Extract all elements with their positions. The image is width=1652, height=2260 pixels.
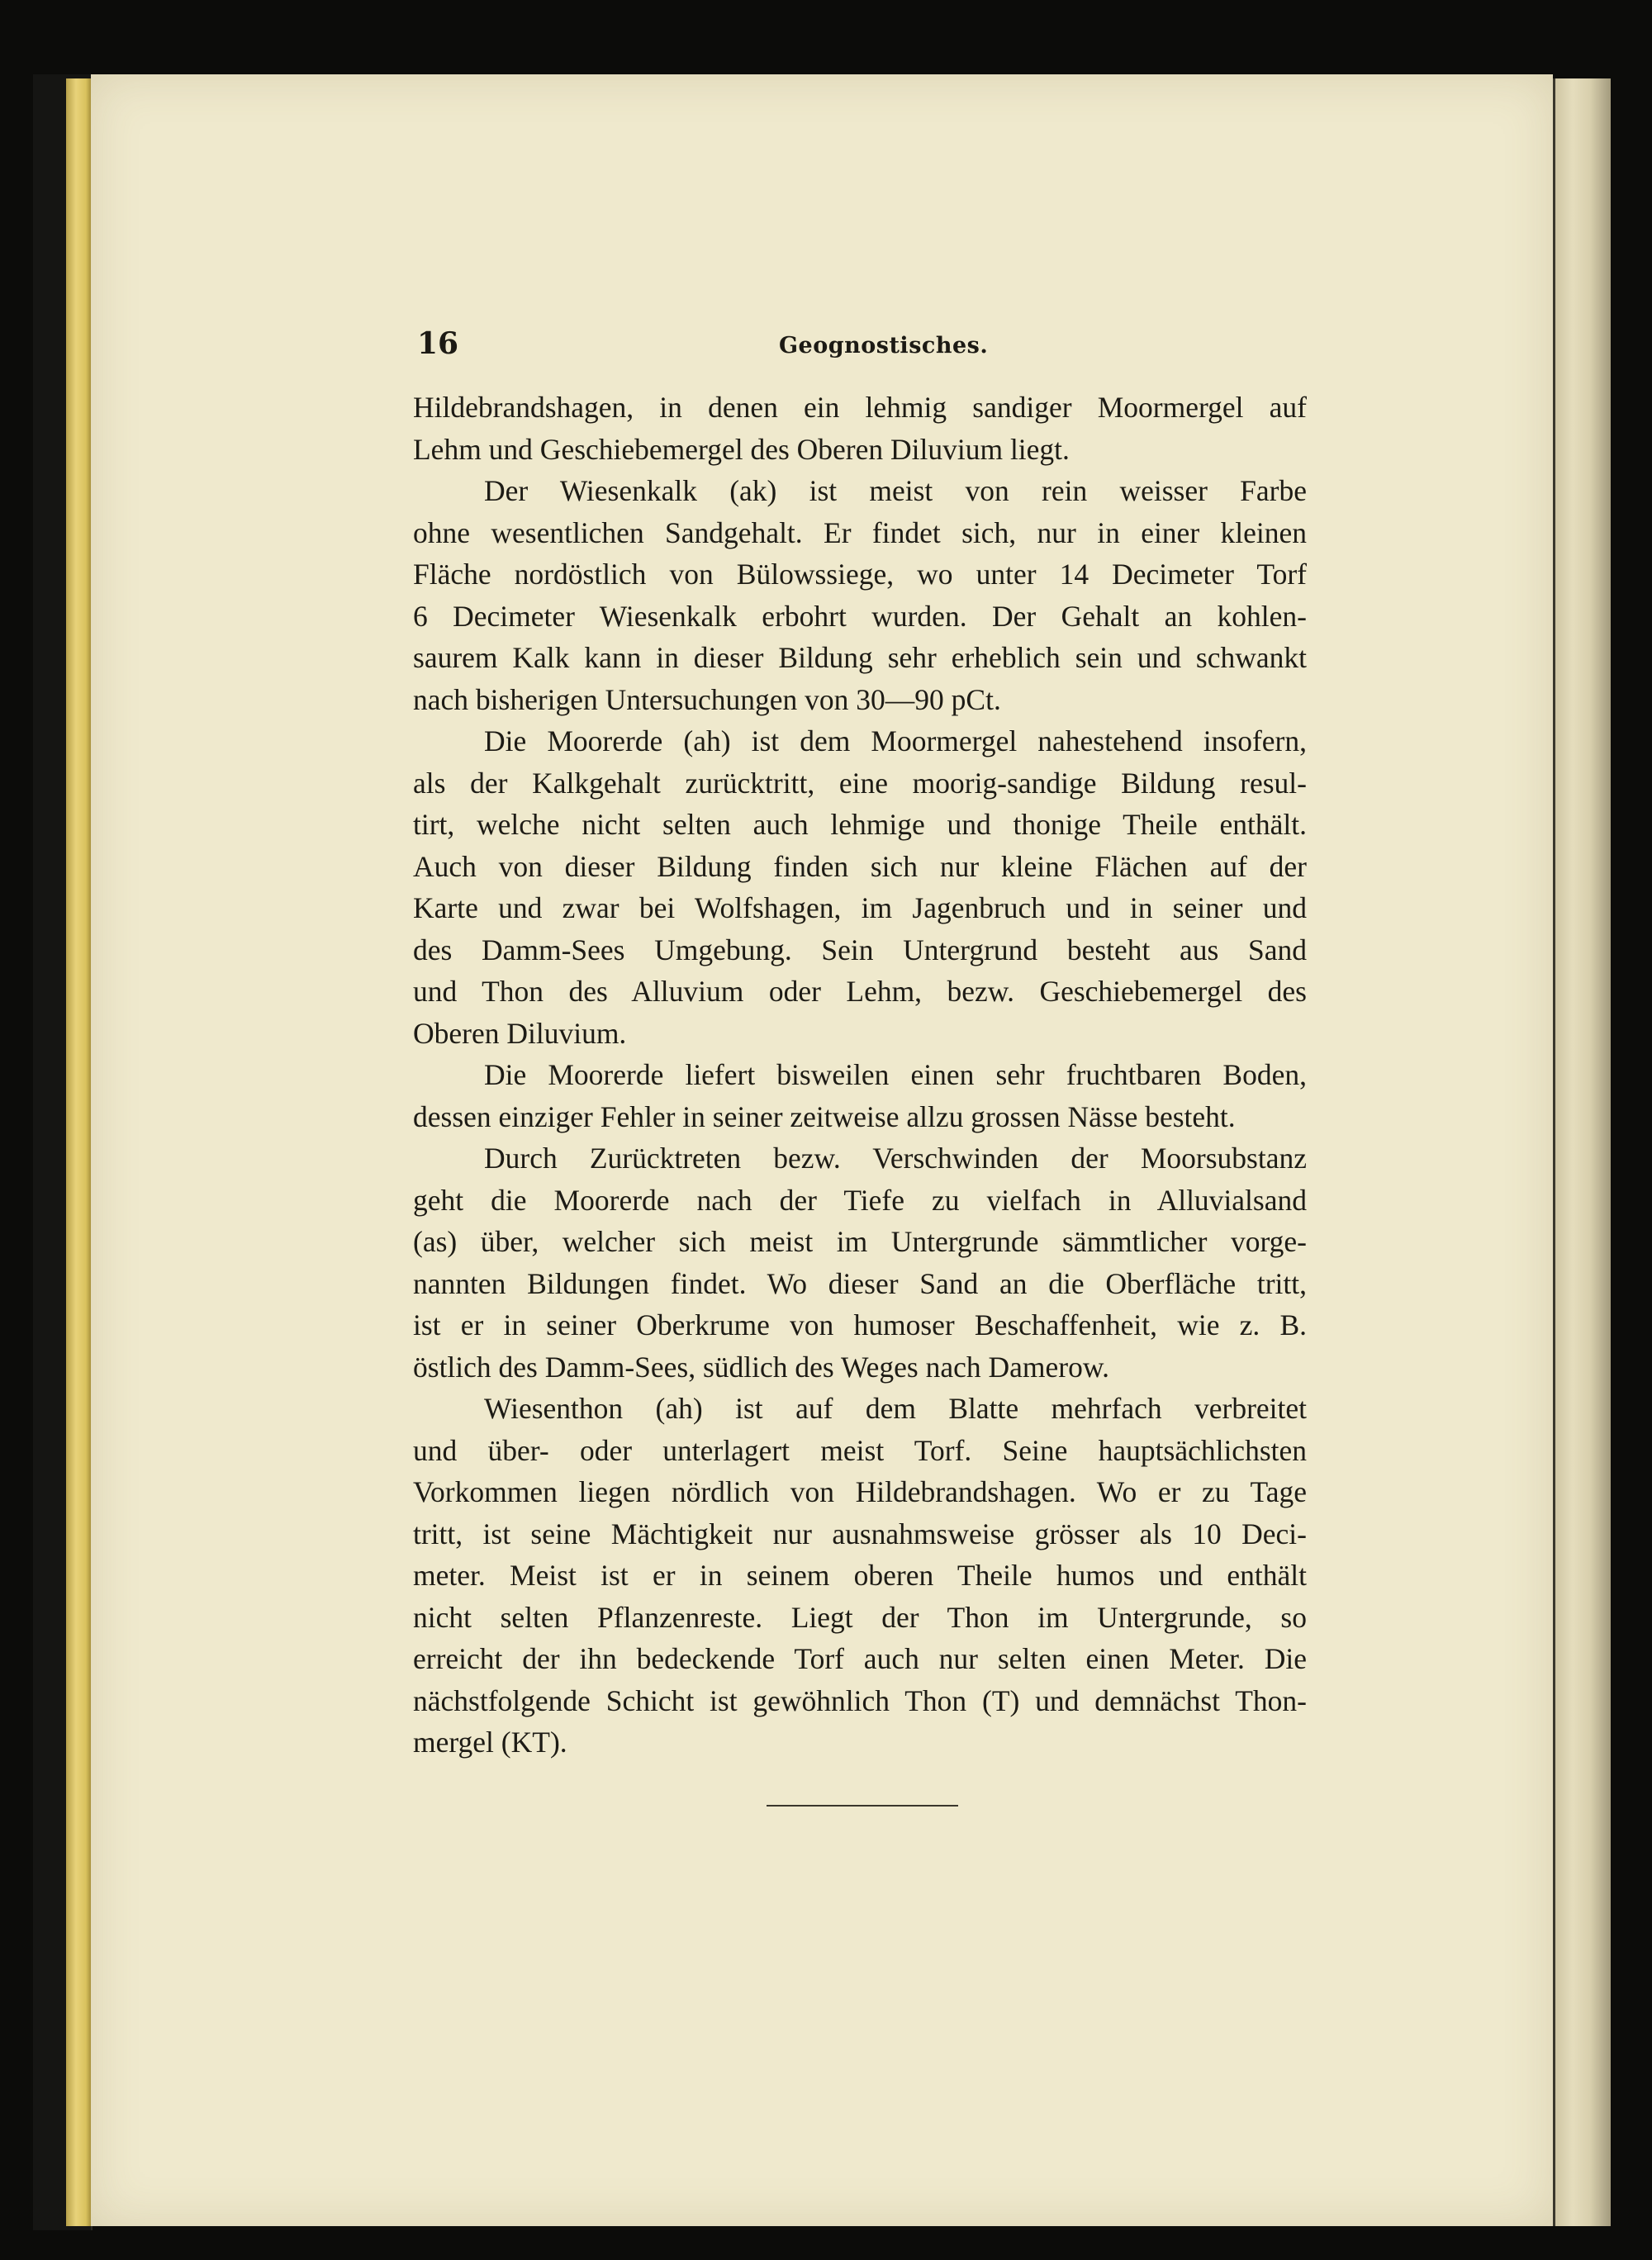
text-line: (as) über, welcher sich meist im Untergrunde sämmtlicher vorge- bbox=[413, 1225, 1307, 1258]
text-line: erreicht der ihn bedeckende Torf auch nur selten einen Meter. Die bbox=[413, 1642, 1307, 1675]
page-header bbox=[417, 326, 1305, 368]
text-line: Oberen Diluvium. bbox=[413, 1016, 627, 1050]
text-line: tritt, ist seine Mächtigkeit nur ausnahmsweise grösser als 10 Deci- bbox=[413, 1517, 1307, 1550]
text-line: Karte und zwar bei Wolfshagen, im Jagenbruch und in seiner und bbox=[413, 891, 1307, 924]
background-shadow bbox=[1611, 50, 1652, 2260]
gilt-page-edge bbox=[66, 78, 91, 2226]
text-line: als der Kalkgehalt zurücktritt, eine moorig-sandige Bildung resul- bbox=[413, 766, 1307, 800]
text-line: nannten Bildungen findet. Wo dieser Sand an die Oberfläche tritt, bbox=[413, 1266, 1307, 1300]
text-line: Hildebrandshagen, in denen ein lehmig sandiger Moormergel auf bbox=[413, 391, 1307, 424]
text-line: saurem Kalk kann in dieser Bildung sehr erheblich sein und schwankt bbox=[413, 641, 1307, 674]
text-line: Durch Zurücktreten bezw. Verschwinden der Moorsubstanz bbox=[484, 1142, 1307, 1175]
text-line: tirt, welche nicht selten auch lehmige und thonige Theile enthält. bbox=[413, 808, 1307, 841]
text-line: Vorkommen liegen nördlich von Hildebrandshagen. Wo er zu Tage bbox=[413, 1475, 1307, 1508]
text-line: Die Moorerde (ah) ist dem Moormergel nahestehend insofern, bbox=[484, 724, 1307, 757]
text-line: nicht selten Pflanzenreste. Liegt der Thon im Untergrunde, so bbox=[413, 1600, 1307, 1634]
section-rule bbox=[767, 1805, 958, 1807]
text-line: meter. Meist ist er in seinem oberen Theile humos und enthält bbox=[413, 1559, 1307, 1592]
running-head: Geognostisches. bbox=[779, 333, 989, 358]
text-line: und über- oder unterlagert meist Torf. Seine hauptsächlichsten bbox=[413, 1433, 1307, 1467]
body-text bbox=[413, 387, 1307, 1764]
page-number: 16 bbox=[417, 326, 459, 361]
text-line: und Thon des Alluvium oder Lehm, bezw. Geschiebemergel des bbox=[413, 975, 1307, 1008]
text-line: mergel (KT). bbox=[413, 1726, 567, 1759]
page-stack-edge bbox=[1553, 78, 1613, 2226]
text-line: östlich des Damm-Sees, südlich des Weges nach Damerow. bbox=[413, 1350, 1110, 1384]
text-line: nächstfolgende Schicht ist gewöhnlich Thon (T) und demnächst Thon- bbox=[413, 1683, 1307, 1717]
text-line: ohne wesentlichen Sandgehalt. Er findet sich, nur in einer kleinen bbox=[413, 515, 1307, 549]
text-line: ist er in seiner Oberkrume von humoser Beschaffenheit, wie z. B. bbox=[413, 1308, 1307, 1341]
text-line: nach bisherigen Untersuchungen von 30—90 pCt. bbox=[413, 682, 1001, 716]
text-line: geht die Moorerde nach der Tiefe zu vielfach in Alluvialsand bbox=[413, 1183, 1307, 1217]
text-line: 6 Decimeter Wiesenkalk erbohrt wurden. Der Gehalt an kohlen- bbox=[413, 599, 1307, 633]
text-line: Der Wiesenkalk (ak) ist meist von rein weisser Farbe bbox=[484, 474, 1307, 507]
text-line: Wiesenthon (ah) ist auf dem Blatte mehrfach verbreitet bbox=[484, 1392, 1307, 1425]
text-line: dessen einziger Fehler in seiner zeitweise allzu grossen Nässe besteht. bbox=[413, 1099, 1236, 1133]
text-line: Lehm und Geschiebemergel des Oberen Diluvium liegt. bbox=[413, 432, 1070, 466]
text-line: Fläche nordöstlich von Bülowssiege, wo unter 14 Decimeter Torf bbox=[413, 558, 1307, 591]
text-line: Die Moorerde liefert bisweilen einen sehr fruchtbaren Boden, bbox=[484, 1058, 1307, 1091]
text-line: des Damm-Sees Umgebung. Sein Untergrund besteht aus Sand bbox=[413, 933, 1307, 966]
text-line: Auch von dieser Bildung finden sich nur kleine Flächen auf der bbox=[413, 849, 1307, 883]
